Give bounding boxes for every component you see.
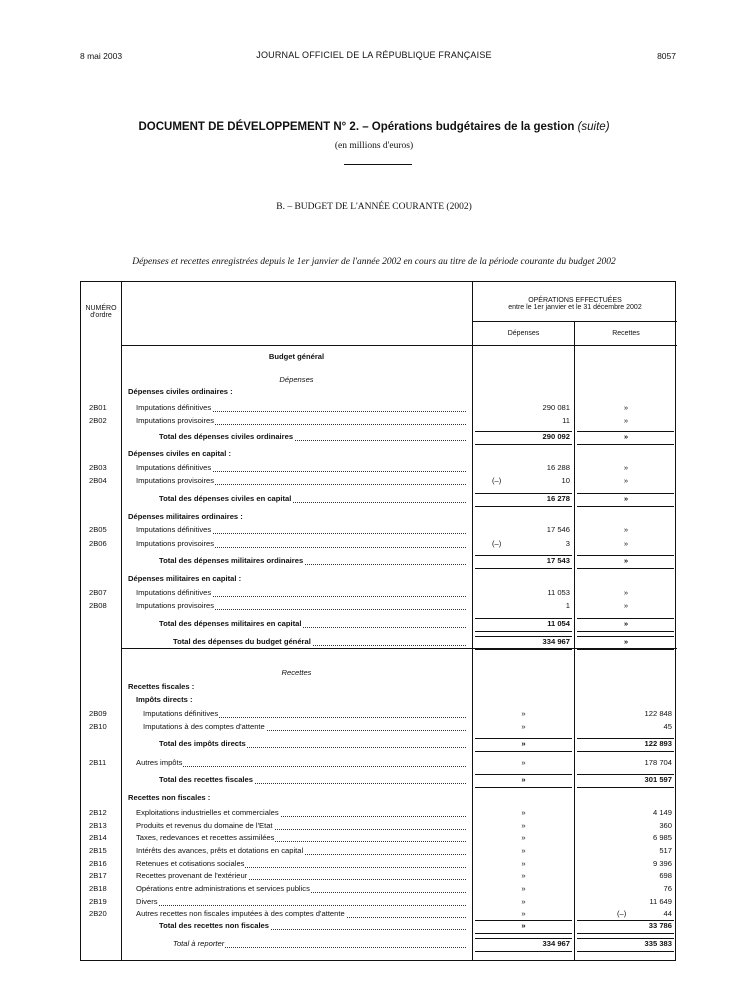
row-label-text: Imputations définitives [136, 588, 212, 597]
row-code: 2B16 [89, 859, 107, 868]
row-label-text: Impôts directs : [136, 695, 193, 704]
row-label [122, 374, 472, 386]
row-label-text: Budget général [268, 352, 325, 361]
depenses-value: 334 967 [542, 939, 570, 948]
row-label-text: Total des dépenses militaires en capital [159, 619, 302, 628]
row-code: 2B20 [89, 909, 107, 918]
row-label [128, 386, 468, 398]
row-label-text: Dépenses civiles en capital : [128, 449, 231, 458]
row-label [159, 555, 466, 567]
operations-header-line1: OPÉRATIONS EFFECTUÉES [528, 297, 622, 304]
table-row [81, 431, 677, 443]
row-label [136, 538, 466, 550]
row-label-text: Imputations définitives [143, 709, 219, 718]
recettes-value: 4 149 [652, 808, 672, 817]
table-row [81, 896, 677, 908]
row-label [128, 792, 468, 804]
header-page-number: 8057 [657, 51, 676, 61]
depenses-value: » [521, 909, 526, 918]
row-label-text: Produits et revenus du domaine de l'Etat [136, 821, 273, 830]
row-code: 2B13 [89, 821, 107, 830]
row-code: 2B08 [89, 601, 107, 610]
recettes-value: » [623, 476, 629, 485]
recettes-value: 335 383 [644, 939, 672, 948]
table-row [81, 386, 677, 398]
row-code: 2B19 [89, 897, 107, 906]
row-code: 2B04 [89, 476, 107, 485]
row-label [136, 600, 466, 612]
row-label [136, 415, 466, 427]
depenses-value: 290 081 [542, 403, 570, 412]
table-row [81, 462, 677, 474]
depenses-value: » [521, 897, 526, 906]
row-label-text: Recettes non fiscales : [128, 793, 211, 802]
recettes-value: 517 [659, 846, 672, 855]
recettes-value: » [623, 556, 629, 565]
row-label-text: Total des recettes non fiscales [159, 921, 270, 930]
row-code: 2B01 [89, 403, 107, 412]
row-label-text: Total des dépenses civiles ordinaires [159, 432, 294, 441]
operations-header [473, 297, 677, 311]
row-label-text: Total des recettes fiscales [159, 775, 253, 784]
row-label [136, 845, 466, 857]
table-row [81, 792, 677, 804]
recettes-value: » [623, 494, 629, 503]
depenses-value: » [521, 739, 526, 748]
row-label [136, 757, 466, 769]
row-label [136, 858, 466, 870]
recettes-value: 178 704 [644, 758, 672, 767]
row-label [122, 351, 472, 363]
row-label-text: Retenues et cotisations sociales [136, 859, 245, 868]
row-label [159, 920, 466, 932]
depenses-value: » [521, 709, 526, 718]
recettes-value: » [623, 403, 629, 412]
row-label-text: Dépenses civiles ordinaires : [128, 387, 233, 396]
table-caption: Dépenses et recettes enregistrées depuis le 1er janvier de l'année 2002 en cours au titre de la période courante du budget 2002 [132, 257, 616, 267]
depenses-value: » [521, 859, 526, 868]
row-label [136, 807, 466, 819]
recettes-value: » [623, 463, 629, 472]
table-row [81, 845, 677, 857]
row-code: 2B07 [89, 588, 107, 597]
depenses-value: 16 278 [546, 494, 570, 503]
recettes-value: 9 396 [652, 859, 672, 868]
row-label-text: Dépenses militaires ordinaires : [128, 512, 243, 521]
table-row [81, 938, 677, 950]
depenses-value: 11 053 [547, 588, 570, 597]
row-label [136, 883, 466, 895]
depenses-value: 334 967 [542, 637, 570, 646]
row-code: 2B12 [89, 808, 107, 817]
header-date: 8 mai 2003 [80, 51, 123, 61]
row-label [136, 896, 466, 908]
recettes-value: » [623, 619, 629, 628]
row-label-text: Imputations définitives [136, 403, 212, 412]
row-label [136, 908, 466, 920]
depenses-value: 17 546 [546, 525, 570, 534]
row-label-text: Imputations provisoires [136, 539, 215, 548]
table-row [81, 511, 677, 523]
depenses-column-header: Dépenses [507, 330, 540, 337]
row-label-text: Recettes [281, 668, 312, 677]
section-title: B. – BUDGET DE L'ANNÉE COURANTE (2002) [276, 202, 472, 212]
row-label [159, 738, 466, 750]
row-label-text: Recettes fiscales : [128, 682, 195, 691]
row-label [136, 870, 466, 882]
row-label-text: Autres impôts [136, 758, 183, 767]
header-rule [472, 321, 677, 322]
table-row [81, 832, 677, 844]
depenses-value: 3 [565, 539, 570, 548]
row-label-text: Imputations à des comptes d'attente [143, 722, 265, 731]
depenses-value: 290 092 [542, 432, 570, 441]
row-code: 2B14 [89, 833, 107, 842]
row-label [136, 694, 466, 706]
table-row [81, 883, 677, 895]
row-label-text: Total des dépenses civiles en capital [159, 494, 292, 503]
row-label [159, 431, 466, 443]
table-row [81, 493, 677, 505]
depenses-value: 11 054 [547, 619, 570, 628]
row-code: 2B02 [89, 416, 107, 425]
table-row [81, 721, 677, 733]
table-row [81, 870, 677, 882]
row-label [128, 573, 468, 585]
row-label-text: Taxes, redevances et recettes assimilées [136, 833, 275, 842]
row-label-text: Imputations provisoires [136, 416, 215, 425]
recettes-column-header: Recettes [612, 330, 640, 337]
row-code: 2B17 [89, 871, 107, 880]
table-row [81, 820, 677, 832]
table-row [81, 524, 677, 536]
recettes-value: 44 [663, 909, 672, 918]
row-label-text: Intérêts des avances, prêts et dotations en capital [136, 846, 304, 855]
table-section-label [81, 667, 677, 679]
recettes-value: 360 [659, 821, 672, 830]
table-row [81, 908, 677, 920]
title-rule [344, 164, 412, 165]
row-label-text: Total des dépenses du budget général [173, 637, 311, 646]
row-label [159, 618, 466, 630]
row-label [173, 636, 466, 648]
row-label-text: Imputations provisoires [136, 476, 215, 485]
negative-sign: (–) [492, 539, 502, 548]
header-journal: JOURNAL OFFICIEL DE LA RÉPUBLIQUE FRANÇAISE [256, 50, 492, 60]
row-label [136, 402, 466, 414]
row-label-text: Opérations entre administrations et services publics [136, 884, 310, 893]
row-label [143, 721, 466, 733]
recettes-value: 33 786 [648, 921, 672, 930]
recettes-value: 122 848 [644, 709, 672, 718]
recettes-value: » [623, 416, 629, 425]
table-row [81, 448, 677, 460]
recettes-value: 698 [659, 871, 672, 880]
row-label [136, 832, 466, 844]
row-label [128, 448, 468, 460]
recettes-value: » [623, 539, 629, 548]
table-row [81, 807, 677, 819]
row-code: 2B03 [89, 463, 107, 472]
depenses-value: » [521, 808, 526, 817]
negative-sign: (–) [492, 476, 502, 485]
table-section-label [81, 374, 677, 386]
recettes-value: 45 [663, 722, 672, 731]
depenses-value: » [521, 871, 526, 880]
row-label-text: Autres recettes non fiscales imputées à des comptes d'attente [136, 909, 345, 918]
table-row [81, 555, 677, 567]
numero-header [81, 305, 121, 319]
row-code: 2B06 [89, 539, 107, 548]
row-label-text: Imputations définitives [136, 463, 212, 472]
table-row [81, 618, 677, 630]
depenses-value: » [521, 758, 526, 767]
row-label-text: Imputations définitives [136, 525, 212, 534]
row-label [173, 938, 466, 950]
depenses-value: 1 [565, 601, 570, 610]
recettes-value: 76 [663, 884, 672, 893]
depenses-value: 11 [562, 416, 570, 425]
row-label-text: Divers [136, 897, 158, 906]
row-label [143, 708, 466, 720]
numero-header-line2: d'ordre [90, 312, 112, 319]
negative-sign: (–) [617, 909, 627, 918]
row-label [136, 524, 466, 536]
depenses-value: 17 543 [546, 556, 570, 565]
row-code: 2B10 [89, 722, 107, 731]
row-label [128, 511, 468, 523]
title-main: DOCUMENT DE DÉVELOPPEMENT N° 2. – Opérations budgétaires de la gestion [138, 121, 575, 133]
recettes-value: 122 893 [644, 739, 672, 748]
table-row [81, 681, 677, 693]
title-suffix: (suite) [577, 121, 610, 133]
table-row [81, 858, 677, 870]
table-row [81, 600, 677, 612]
depenses-value: » [521, 921, 526, 930]
header-rule [121, 345, 677, 346]
table-row [81, 920, 677, 932]
row-label-text: Imputations provisoires [136, 601, 215, 610]
table-row [81, 708, 677, 720]
table-row [81, 475, 677, 487]
depenses-value: » [521, 821, 526, 830]
row-code: 2B18 [89, 884, 107, 893]
table-row [81, 694, 677, 706]
depenses-value: 10 [561, 476, 570, 485]
row-label-text: Dépenses militaires en capital : [128, 574, 242, 583]
row-label [136, 462, 466, 474]
depenses-value: » [521, 722, 526, 731]
row-code: 2B05 [89, 525, 107, 534]
row-label-text: Total des dépenses militaires ordinaires [159, 556, 304, 565]
table-row [81, 587, 677, 599]
row-label-text: Total à reporter [173, 939, 225, 948]
recettes-value: 301 597 [644, 775, 672, 784]
row-label [136, 587, 466, 599]
document-title [0, 121, 748, 133]
row-label-text: Recettes provenant de l'extérieur [136, 871, 248, 880]
row-label-text: Dépenses [279, 375, 314, 384]
table-row [81, 573, 677, 585]
recettes-value: » [623, 432, 629, 441]
row-label [159, 493, 466, 505]
depenses-value: » [521, 833, 526, 842]
table-section-label [81, 351, 677, 363]
table-row [81, 738, 677, 750]
depenses-value: » [521, 846, 526, 855]
row-code: 2B09 [89, 709, 107, 718]
recettes-value: 11 649 [649, 897, 672, 906]
row-code: 2B11 [89, 758, 107, 767]
numero-header-line1: NUMÉRO [85, 305, 117, 312]
table-row [81, 402, 677, 414]
operations-header-line2: entre le 1er janvier et le 31 décembre 2002 [508, 304, 642, 311]
depenses-value: 16 288 [546, 463, 570, 472]
budget-table [80, 281, 676, 961]
row-label [128, 681, 468, 693]
table-row [81, 774, 677, 786]
recettes-value: » [623, 601, 629, 610]
table-row [81, 757, 677, 769]
table-row [81, 538, 677, 550]
units-note: (en millions d'euros) [334, 141, 414, 151]
row-label-text: Total des impôts directs [159, 739, 246, 748]
row-label [136, 820, 466, 832]
depenses-value: » [521, 884, 526, 893]
row-label [122, 667, 472, 679]
row-label [136, 475, 466, 487]
row-label [159, 774, 466, 786]
recettes-value: » [623, 525, 629, 534]
recettes-value: » [623, 637, 629, 646]
recettes-value: 6 985 [652, 833, 672, 842]
row-label-text: Exploitations industrielles et commerciales [136, 808, 279, 817]
table-row [81, 415, 677, 427]
row-code: 2B15 [89, 846, 107, 855]
depenses-value: » [521, 775, 526, 784]
recettes-value: » [623, 588, 629, 597]
table-row [81, 636, 677, 648]
